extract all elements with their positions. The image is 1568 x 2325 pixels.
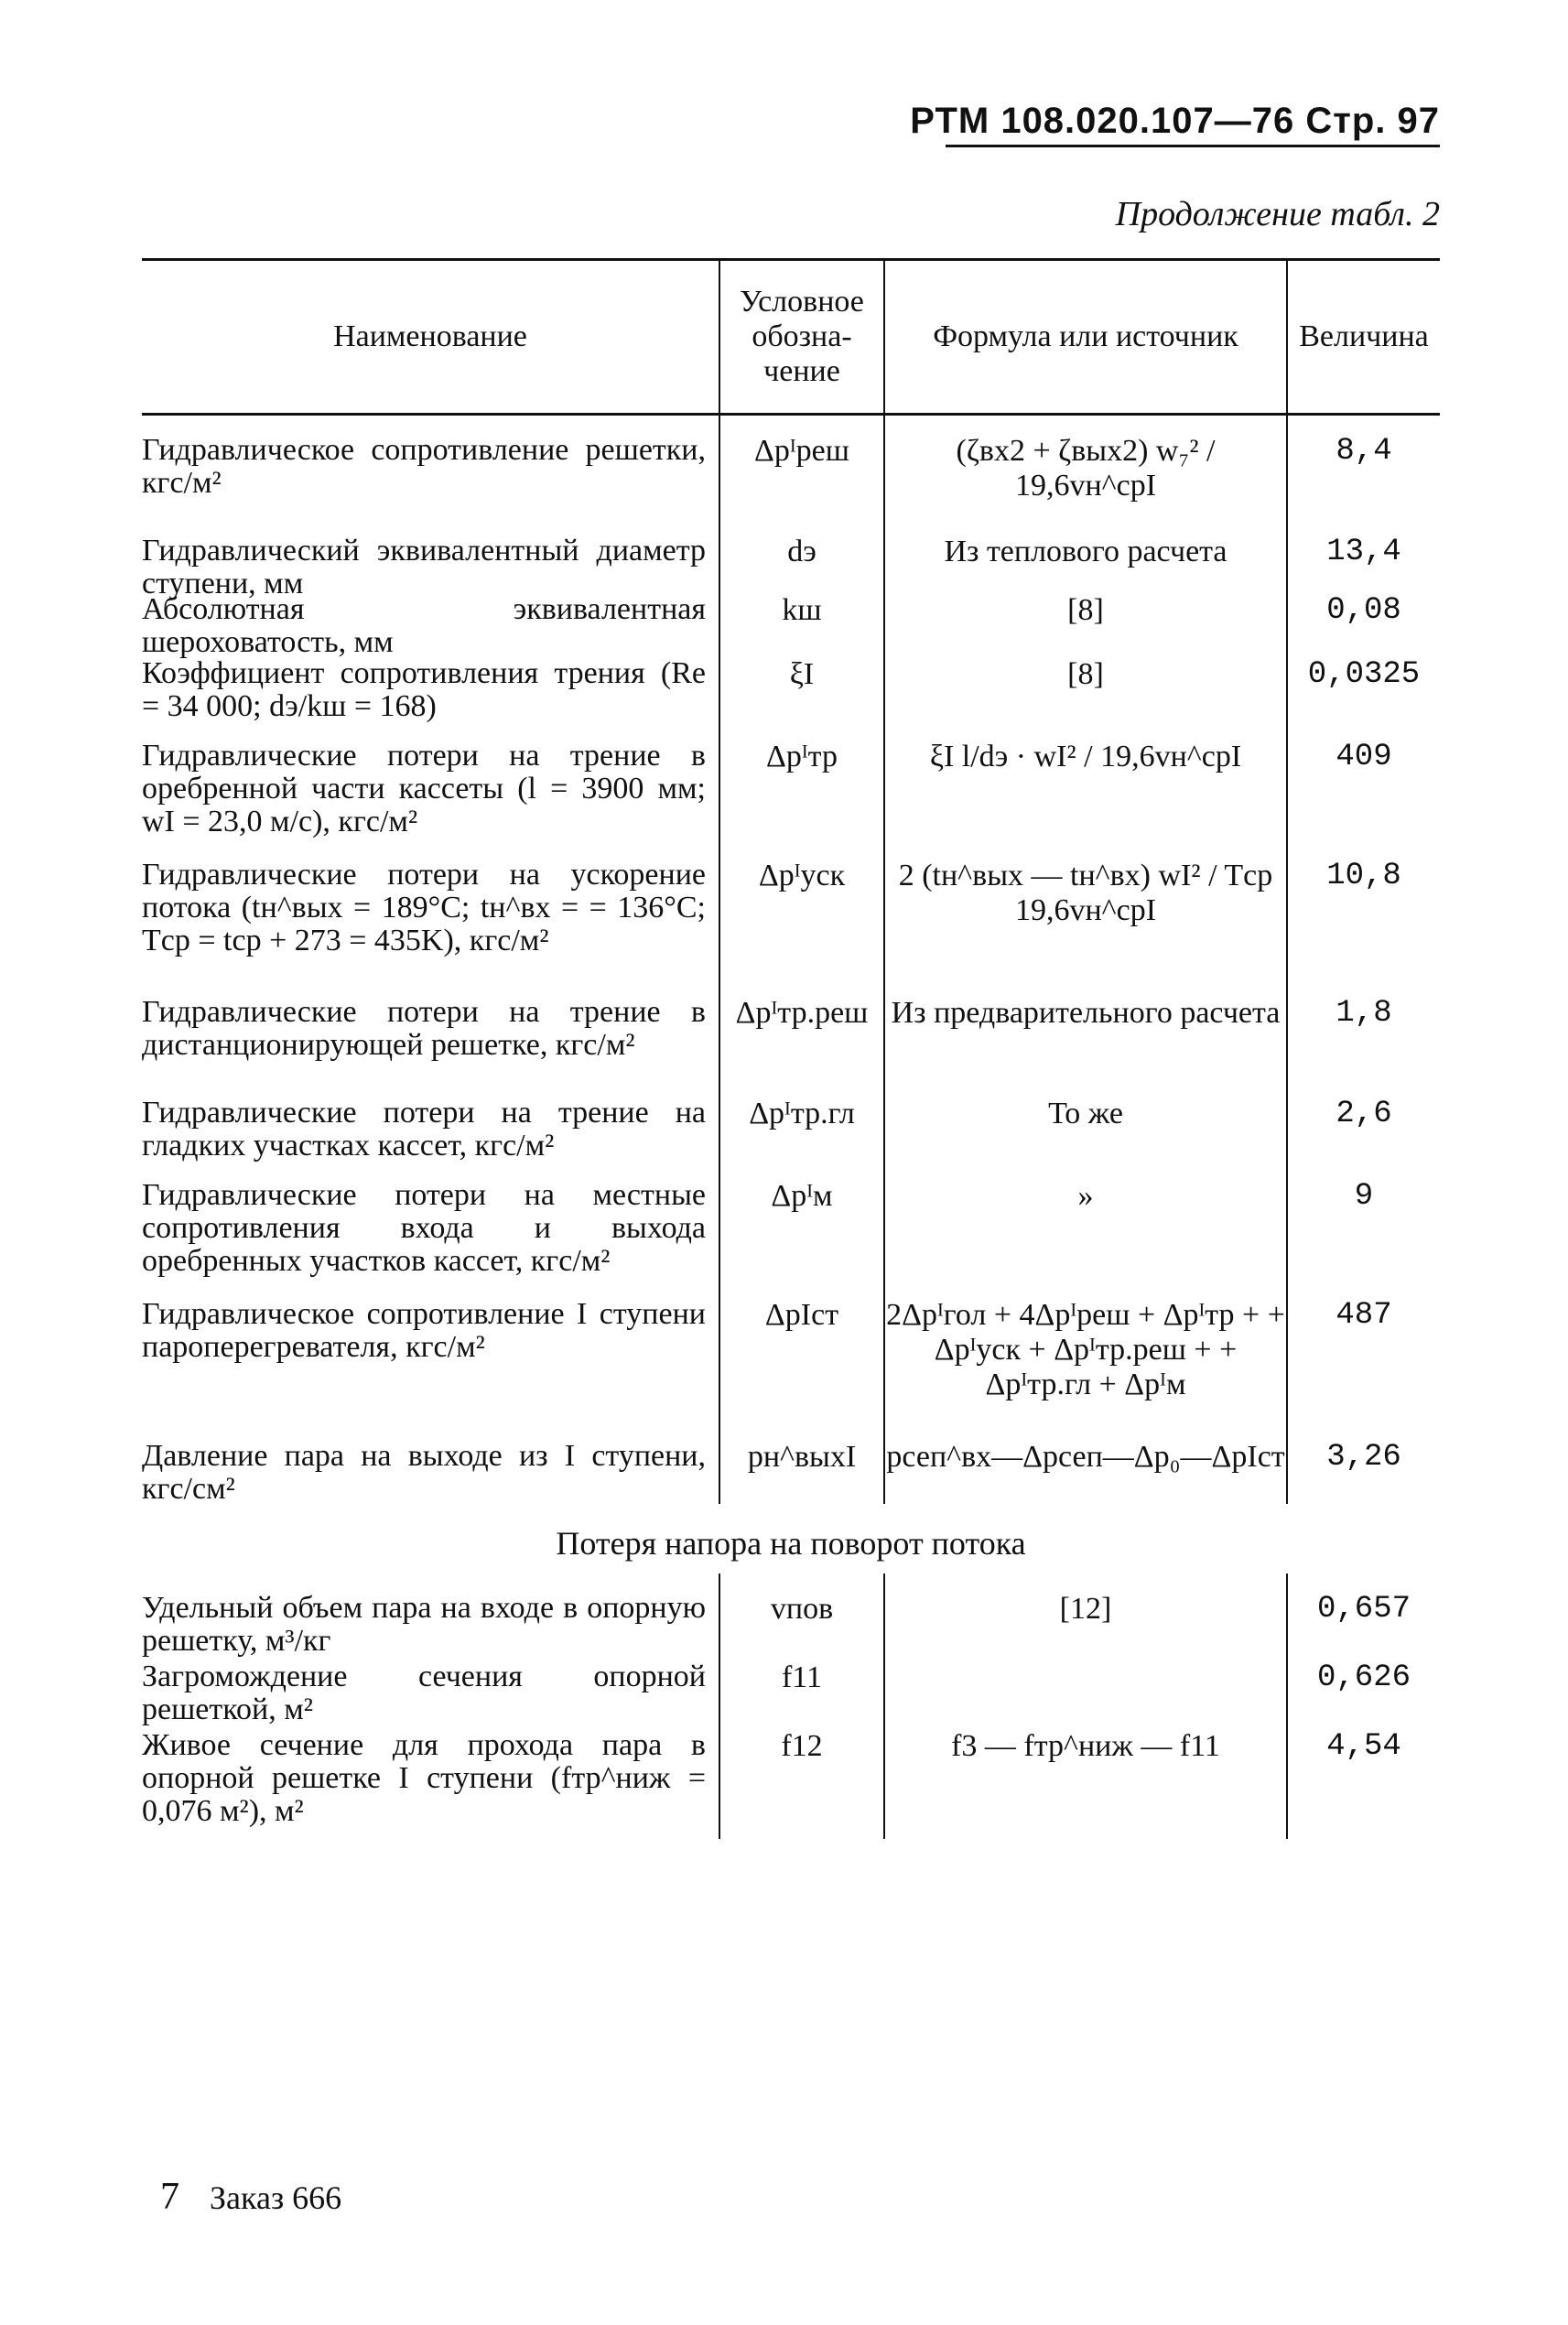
row-name: Гидравлические потери на местные сопротивления входа и выхода оребренных участков кассет, кгс/м² <box>142 1178 706 1278</box>
row-symbol: Δpᴵуск <box>719 840 883 978</box>
section-title: Потеря напора на поворот потока <box>556 1525 1026 1562</box>
column-header-formula: Формула или источник <box>883 261 1286 413</box>
row-value: 0,08 <box>1286 575 1440 639</box>
row-symbol: f12 <box>719 1711 883 1839</box>
row-name: Гидравлический эквивалентный диаметр ступени, мм <box>142 534 706 600</box>
row-formula: f3 — fтр^ниж — f11 <box>883 1711 1286 1839</box>
row-symbol: f11 <box>719 1642 883 1711</box>
row-value: 8,4 <box>1286 416 1440 516</box>
row-name: Удельный объем пара на входе в опорную решетку, м³/кг <box>142 1591 706 1658</box>
table-continuation-label: Продолжение табл. 2 <box>1115 195 1440 233</box>
row-name: Гидравлическое сопротивление I ступени пароперегревателя, кгс/м² <box>142 1297 706 1364</box>
row-name: Гидравлические потери на трение на гладких участках кассет, кгс/м² <box>142 1096 706 1162</box>
row-formula: То же <box>883 1078 1286 1161</box>
row-symbol: vпов <box>719 1573 883 1642</box>
table-body-2 <box>142 1573 1440 1839</box>
column-header-name: Наименование <box>333 319 527 353</box>
row-value: 9 <box>1286 1161 1440 1280</box>
row-name: Гидравлическое сопротивление решетки, кгс/м² <box>142 433 706 500</box>
table-body <box>142 416 1440 1504</box>
row-formula <box>883 1642 1286 1711</box>
row-value: 10,8 <box>1286 840 1440 978</box>
row-value: 3,26 <box>1286 1422 1440 1504</box>
row-formula: (ζвх2 + ζвых2) w₇² / 19,6vн^срI <box>883 416 1286 516</box>
row-formula: Из предварительного расчета <box>883 978 1286 1078</box>
row-symbol: ξI <box>719 639 883 721</box>
row-name: Гидравлические потери на трение в дистанционирующей решетке, кгс/м² <box>142 995 706 1062</box>
row-formula: ξI l/dэ · wI² / 19,6vн^срI <box>883 721 1286 840</box>
row-symbol: Δpᴵтр <box>719 721 883 840</box>
row-symbol: kш <box>719 575 883 639</box>
row-name: Коэффициент сопротивления трения (Re = 34 000; dэ/kш = 168) <box>142 656 706 723</box>
row-symbol: Δpᴵтр.реш <box>719 978 883 1078</box>
table-header-row <box>142 261 1440 413</box>
header-rule <box>946 145 1440 147</box>
row-symbol: Δpᴵреш <box>719 416 883 516</box>
page-footer <box>160 2175 341 2219</box>
row-name: Давление пара на выходе из I ступени, кгс/см² <box>142 1439 706 1506</box>
row-name: Гидравлические потери на ускорение потока (tн^вых = 189°C; tн^вх = = 136°C; Tср = tср + 273 = 435K), кгс/м² <box>142 858 706 957</box>
footer-page-number: 7 <box>160 2176 179 2218</box>
row-name: Абсолютная эквивалентная шероховатость, мм <box>142 592 706 659</box>
row-symbol: Δpᴵм <box>719 1161 883 1280</box>
row-formula: » <box>883 1161 1286 1280</box>
row-symbol: dэ <box>719 516 883 575</box>
row-value: 0,626 <box>1286 1642 1440 1711</box>
row-value: 2,6 <box>1286 1078 1440 1161</box>
row-formula: [8] <box>883 639 1286 721</box>
row-symbol: pн^выхI <box>719 1422 883 1504</box>
row-value: 487 <box>1286 1280 1440 1422</box>
row-value: 0,657 <box>1286 1573 1440 1642</box>
row-name: Загромождение сечения опорной решеткой, м² <box>142 1660 706 1726</box>
row-formula: 2Δpᴵгол + 4Δpᴵреш + Δpᴵтр + + Δpᴵуск + Δpᴵтр.реш + + Δpᴵтр.гл + Δpᴵм <box>883 1280 1286 1422</box>
column-header-symbol: Условное обозна-чение <box>719 261 883 413</box>
row-formula: 2 (tн^вых — tн^вх) wI² / Tср 19,6vн^срI <box>883 840 1286 978</box>
row-symbol: Δpᴵтр.гл <box>719 1078 883 1161</box>
document-reference: РТМ 108.020.107—76 Стр. 97 <box>910 101 1440 141</box>
row-value: 409 <box>1286 721 1440 840</box>
row-formula: pсеп^вх—Δpсеп—Δp₀—ΔpIст <box>883 1422 1286 1504</box>
data-table <box>142 258 1440 1839</box>
row-formula: Из теплового расчета <box>883 516 1286 575</box>
row-name: Живое сечение для прохода пара в опорной решетке I ступени (fтр^ниж = 0,076 м²), м² <box>142 1728 706 1828</box>
row-formula: [12] <box>883 1573 1286 1642</box>
footer-order: Заказ 666 <box>210 2179 342 2216</box>
row-name: Гидравлические потери на трение в оребренной части кассеты (l = 3900 мм; wI = 23,0 м/с), кгс/м² <box>142 739 706 838</box>
row-value: 1,8 <box>1286 978 1440 1078</box>
row-value: 4,54 <box>1286 1711 1440 1839</box>
column-header-value: Величина <box>1286 261 1440 413</box>
row-symbol: ΔpIст <box>719 1280 883 1422</box>
row-value: 13,4 <box>1286 516 1440 575</box>
row-formula: [8] <box>883 575 1286 639</box>
row-value: 0,0325 <box>1286 639 1440 721</box>
